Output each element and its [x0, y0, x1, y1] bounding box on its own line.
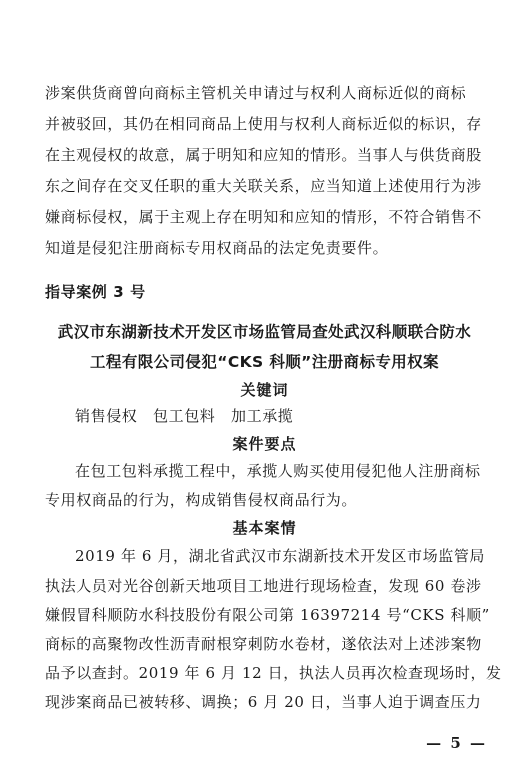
case-number: 指导案例 3 号: [45, 283, 146, 301]
paragraph-line: 在包工包料承揽工程中，承揽人购买使用侵犯他人注册商标: [75, 462, 481, 480]
case-title-line: 工程有限公司侵犯“CKS 科顺”注册商标专用权案: [90, 353, 439, 371]
paragraph-line: 品予以查封。2019 年 6 月 12 日，执法人员再次检查现场时，发: [45, 664, 502, 682]
paragraph-line: 现涉案商品已被转移、调换；6 月 20 日，当事人迫于调查压力: [45, 693, 482, 711]
paragraph-line: 嫌假冒科顺防水科技股份有限公司第 16397214 号“CKS 科顺”: [45, 606, 490, 624]
keywords-heading: 关键词: [240, 381, 289, 399]
basic-facts-heading: 基本案情: [232, 519, 297, 537]
page-number: — 5 —: [426, 734, 487, 752]
paragraph-line: 商标的高聚物改性沥青耐根穿刺防水卷材，遂依法对上述涉案物: [45, 635, 482, 653]
paragraph-line: 2019 年 6 月，湖北省武汉市东湖新技术开发区市场监管局: [75, 547, 486, 565]
paragraph-line: 知道是侵犯注册商标专用权商品的法定免责要件。: [45, 239, 389, 257]
paragraph-line: 涉案供货商曾向商标主管机关申请过与权利人商标近似的商标: [45, 84, 467, 102]
paragraph-line: 在主观侵权的故意，属于明知和应知的情形。当事人与供货商股: [45, 146, 482, 164]
paragraph-line: 并被驳回，其仍在相同商品上使用与权利人商标近似的标识，存: [45, 115, 482, 133]
paragraph-line: 执法人员对光谷创新天地项目工地进行现场检查，发现 60 卷涉: [45, 577, 482, 595]
paragraph-line: 嫌商标侵权，属于主观上存在明知和应知的情形，不符合销售不: [45, 208, 482, 226]
paragraph-line: 东之间存在交叉任职的重大关联关系，应当知道上述使用行为涉: [45, 177, 482, 195]
paragraph-line: 专用权商品的行为，构成销售侵权商品行为。: [45, 491, 358, 509]
key-points-heading: 案件要点: [232, 435, 297, 453]
keywords-text: 销售侵权 包工包料 加工承揽: [75, 407, 294, 425]
case-title-line: 武汉市东湖新技术开发区市场监管局查处武汉科顺联合防水: [57, 323, 472, 341]
